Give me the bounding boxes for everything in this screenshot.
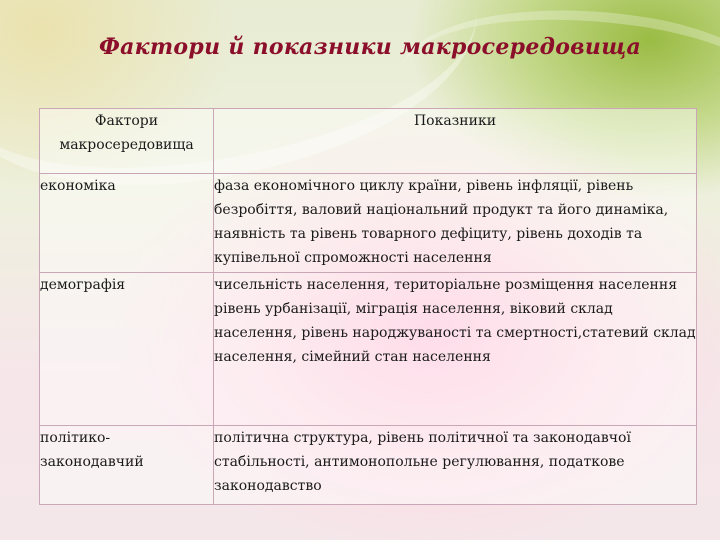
table-header-row: [40, 109, 697, 174]
factor-cell: демографія: [40, 273, 214, 426]
table-row: [40, 174, 697, 273]
indicator-cell: політична структура, рівень політичної та законодавчої стабільності, антимонопольне регулювання, податкове законодавство: [214, 426, 697, 505]
factor-cell: економіка: [40, 174, 214, 273]
factors-table: [39, 108, 697, 505]
indicator-cell: чисельність населення, територіальне розміщення населення рівень урбанізації, міграція населення, віковий склад населення, рівень народжуваності та смертності,статевий склад населення, сімейний стан населення: [214, 273, 697, 426]
table-row: [40, 273, 697, 426]
slide-title: Фактори й показники макросередовища: [98, 34, 642, 60]
table-row: [40, 426, 697, 505]
header-indicators: Показники: [214, 109, 697, 174]
header-factors: Фактори макросередовища: [40, 109, 214, 174]
factor-cell: політико-законодавчий: [40, 426, 214, 505]
indicator-cell: фаза економічного циклу країни, рівень інфляції, рівень безробіття, валовий національний продукт та його динаміка, наявність та рівень товарного дефіциту, рівень доходів та купівельної спроможності населення: [214, 174, 697, 273]
